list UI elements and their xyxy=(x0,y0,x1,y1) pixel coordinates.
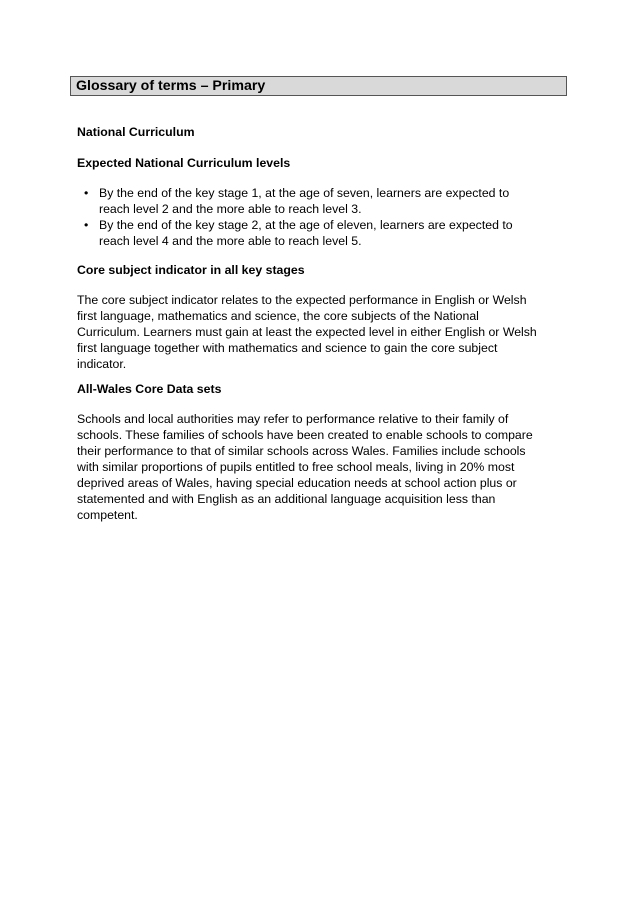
list-item-line: By the end of the key stage 2, at the age of eleven, learners are expected to xyxy=(99,218,513,232)
paragraph-line: Schools and local authorities may refer to performance relative to their family of xyxy=(77,412,509,426)
page-title: Glossary of terms – Primary xyxy=(76,78,266,94)
paragraph-line: with similar proportions of pupils entitled to free school meals, living in 20% most xyxy=(77,460,515,474)
paragraph-line: first language together with mathematics and science to gain the core subject xyxy=(77,341,498,355)
heading-expected-levels: Expected National Curriculum levels xyxy=(77,156,291,170)
paragraph-line: The core subject indicator relates to the expected performance in English or Welsh xyxy=(77,293,527,307)
list-item-line: reach level 4 and the more able to reach level 5. xyxy=(99,234,362,248)
bullet-icon: • xyxy=(84,186,89,200)
paragraph-line: first language, mathematics and science, the core subjects of the National xyxy=(77,309,479,323)
heading-all-wales-core-data: All-Wales Core Data sets xyxy=(77,382,222,396)
heading-core-subject-indicator: Core subject indicator in all key stages xyxy=(77,263,305,277)
expected-levels-list xyxy=(77,185,567,249)
paragraph-core-subject-indicator xyxy=(77,292,567,372)
title-banner xyxy=(70,76,567,96)
list-item xyxy=(77,185,567,217)
paragraph-line: competent. xyxy=(77,508,138,522)
list-item-line: reach level 2 and the more able to reach level 3. xyxy=(99,202,362,216)
paragraph-line: deprived areas of Wales, having special education needs at school action plus or xyxy=(77,476,517,490)
paragraph-all-wales-core-data xyxy=(77,411,567,523)
paragraph-line: their performance to that of similar schools across Wales. Families include schools xyxy=(77,444,526,458)
paragraph-line: statemented and with English as an additional language acquisition less than xyxy=(77,492,496,506)
paragraph-line: schools. These families of schools have been created to enable schools to compare xyxy=(77,428,533,442)
paragraph-line: Curriculum. Learners must gain at least the expected level in either English or Welsh xyxy=(77,325,537,339)
bullet-icon: • xyxy=(84,218,89,232)
list-item xyxy=(77,217,567,249)
list-item-line: By the end of the key stage 1, at the age of seven, learners are expected to xyxy=(99,186,510,200)
paragraph-line: indicator. xyxy=(77,357,127,371)
heading-national-curriculum: National Curriculum xyxy=(77,125,195,139)
